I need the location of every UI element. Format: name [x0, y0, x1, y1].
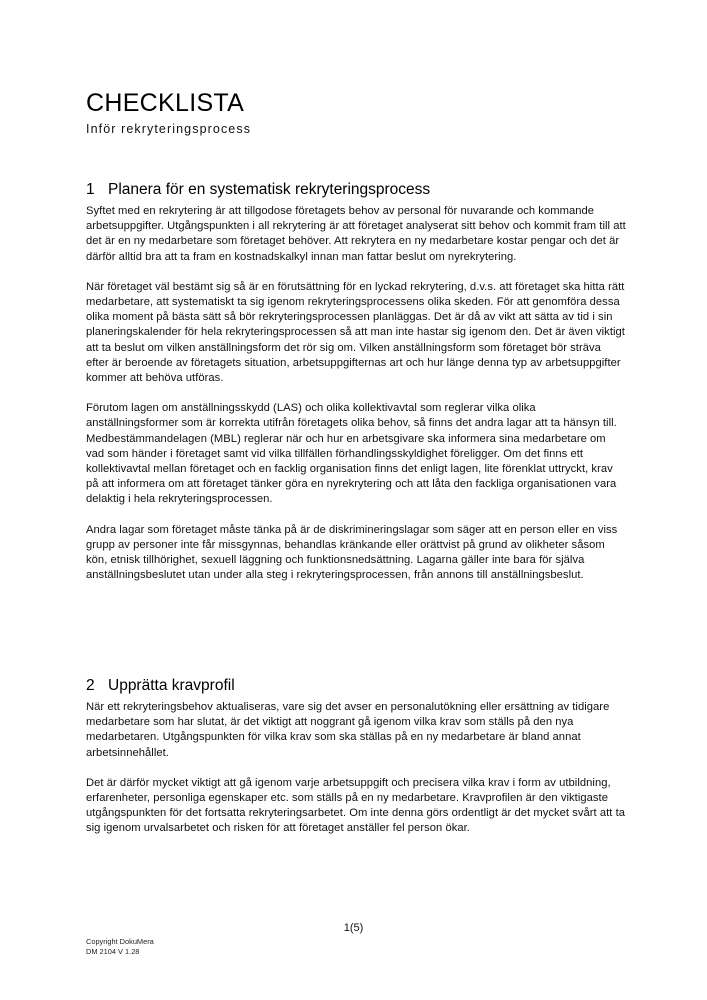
paragraph: Syftet med en rekrytering är att tillgodose företagets behov av personal för nuvarande och kommande arbetsuppgifter. Utgångspunkten i all rekrytering är att företaget analyserat sitt behov och kommit fram till att det är en ny medarbetare som företaget behöver. Att rekrytera en ny medarbetare kostar pengar och det är därför alltid bra att ta fram en kostnadskalkyl innan man fattar beslut om nyrekrytering. [86, 205, 626, 263]
paragraph: Andra lagar som företaget måste tänka på är de diskrimineringslagar som säger att en person eller en viss grupp av personer inte får missgynnas, behandlas kränkande eller orättvist på grund av olikheter såsom kön, etnisk tillhörighet, sexuell läggning och funktionsnedsättning. Lagarna gäller inte bara för själva anställningsbeslutet utan under alla steg i rekryteringsprocessen, från annons till anställningsbeslut. [86, 523, 618, 582]
section-requirements-profile [86, 676, 626, 852]
section-title: Upprätta kravprofil [108, 677, 235, 694]
document-subtitle: Inför rekryteringsprocess [86, 122, 252, 136]
section-planning [86, 180, 626, 598]
section-number: 2 [86, 677, 95, 694]
document-id: DM 2104 V 1.28 [86, 947, 140, 956]
copyright-text: Copyright DokuMera [86, 937, 154, 946]
section-heading [86, 676, 626, 696]
section-heading [86, 180, 626, 200]
document-title: CHECKLISTA [86, 89, 245, 117]
paragraph: När ett rekryteringsbehov aktualiseras, vare sig det avser en personalutökning eller ersättning av tidigare medarbetare som har slutat, är det viktigt att noggrant gå igenom vilka krav som ställs på den nya medarbetaren. Utgångspunkten för vilka krav som ska ställas på en ny medarbetare är bland annat arbetsinnehållet. [86, 701, 610, 759]
paragraph: Förutom lagen om anställningsskydd (LAS) och olika kollektivavtal som reglerar vilka olika anställningsformer som är korrekta utifrån företagets olika behov, så finns det andra lagar att ta hänsyn till. Medbestämmandelagen (MBL) reglerar när och hur en arbetsgivare ska informera sina medarbetare om vad som händer i företaget samt vid vilka tillfällen förhandlingsskyldighet föreligger. Om det finns ett kollektivavtal mellan företaget och en facklig organisation finns det enligt lagen, lite förenklat uttryckt, krav på att informera om att företaget tänker göra en nyrekrytering och att låta den fackliga organisationen vara delaktig i hela rekryteringsprocessen. [86, 402, 617, 506]
page-number: 1(5) [343, 922, 364, 934]
section-number: 1 [86, 181, 95, 198]
footer-info [86, 937, 154, 957]
section-title: Planera för en systematisk rekryteringsprocess [108, 181, 431, 198]
paragraph: När företaget väl bestämt sig så är en förutsättning för en lyckad rekrytering, d.v.s. att företaget ska hitta rätt medarbetare, att systematiskt ta sig igenom rekryteringsprocessens olika skeden. För att genomföra dessa olika moment på bästa sätt så bör rekryteringsprocessen planläggas. Det är då av vikt att sätta av tid i sin planeringskalender för hela rekryteringsprocessen så att man inte hastar sig igenom den. Det är även viktigt att ta beslut om vilken anställningsform det rör sig om. Vilken anställningsform som företaget bör sträva efter är beroende av företagets situation, arbetsuppgifternas art och hur länge denna typ av arbetsuppgifter kommer att behöva utföras. [86, 280, 625, 385]
paragraph: Det är därför mycket viktigt att gå igenom varje arbetsuppgift och precisera vilka krav i form av utbildning, erfarenheter, personliga egenskaper etc. som ställs på en ny medarbetare. Kravprofilen är den viktigaste utgångspunkten för det fortsatta rekryteringsarbetet. Om inte denna görs ordentligt är det mycket svårt att ta sig igenom urvalsarbetet och risken för att företaget anställer fel person ökar. [86, 776, 626, 835]
